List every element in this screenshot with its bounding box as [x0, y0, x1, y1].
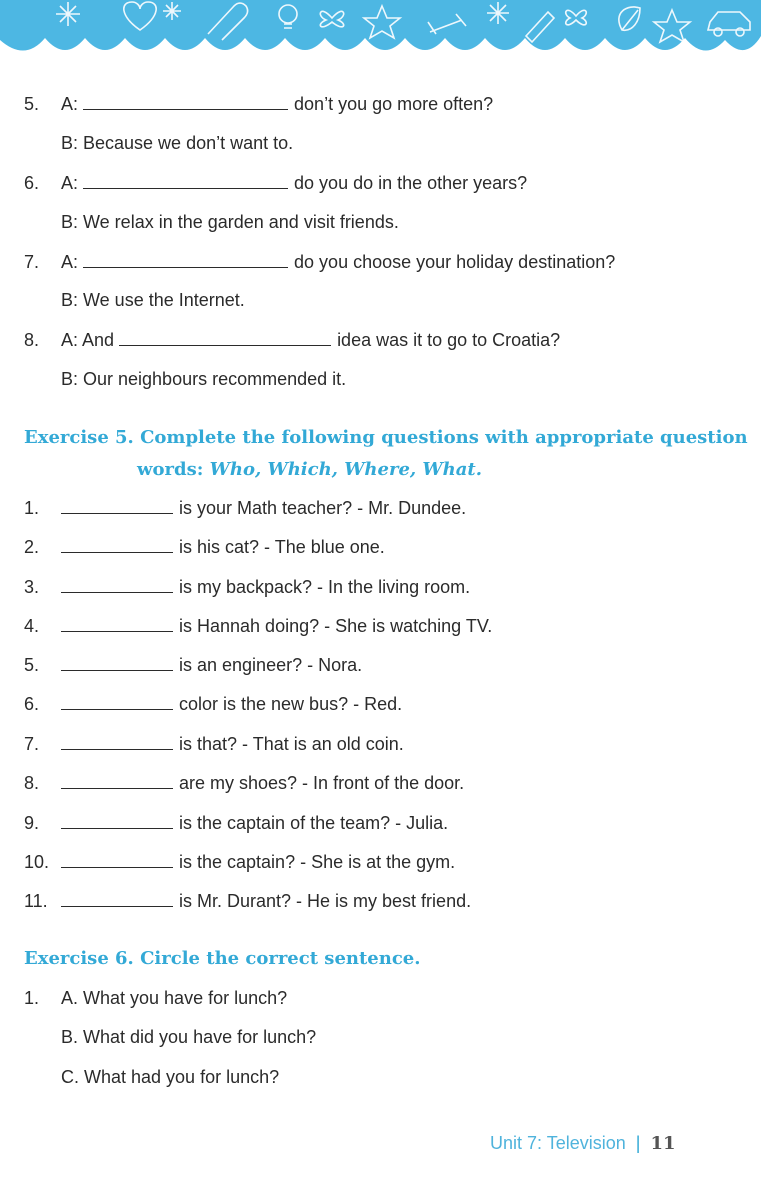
- question-text: don’t you go more often?: [294, 94, 494, 114]
- speaker-label: A:: [61, 94, 79, 114]
- question-text: do you do in the other years?: [294, 173, 528, 193]
- page-footer: [490, 1131, 676, 1156]
- question-a-line: [61, 171, 527, 195]
- page-number: 11: [650, 1133, 676, 1154]
- banner-graphic: [0, 0, 761, 62]
- speaker-label: A: And: [61, 330, 115, 350]
- question-words: Who, Which, Where, What.: [209, 459, 482, 480]
- answer-b-line: B: Because we don’t want to.: [61, 133, 294, 153]
- answer-blank[interactable]: [61, 889, 173, 907]
- answer-blank[interactable]: [61, 575, 173, 593]
- question-text: are my shoes? - In front of the door.: [179, 773, 465, 793]
- answer-blank[interactable]: [119, 328, 331, 346]
- question-line: [61, 771, 464, 795]
- question-item: [24, 171, 39, 195]
- answer-blank[interactable]: [83, 92, 288, 110]
- exercise-5-title: Exercise 5. Complete the following questions with appropriate question: [24, 427, 748, 448]
- item-number: 7.: [24, 252, 40, 272]
- question-text: is the captain of the team? - Julia.: [179, 813, 449, 833]
- question-a-line: [61, 92, 493, 116]
- item-number: 2.: [24, 537, 40, 557]
- answer-blank[interactable]: [61, 811, 173, 829]
- exercise-5-title-line2: [137, 458, 482, 482]
- answer-blank[interactable]: [83, 171, 288, 189]
- item-number: 11.: [24, 891, 48, 911]
- item-number: 6.: [24, 694, 40, 714]
- item-number: 6.: [24, 173, 40, 193]
- answer-blank[interactable]: [61, 771, 173, 789]
- question-text: is an engineer? - Nora.: [179, 655, 363, 675]
- answer-blank[interactable]: [61, 850, 173, 868]
- snowflake-icon: [487, 2, 509, 24]
- question-line: [61, 535, 385, 559]
- question-text: color is the new bus? - Red.: [179, 694, 403, 714]
- question-item: [24, 250, 39, 274]
- question-line: [61, 850, 455, 874]
- question-line: [61, 614, 492, 638]
- answer-b-line: B: We relax in the garden and visit friends.: [61, 212, 399, 232]
- item-number: 7.: [24, 734, 40, 754]
- question-text: is the captain? - She is at the gym.: [179, 852, 456, 872]
- item-number: 8.: [24, 773, 40, 793]
- question-text: is my backpack? - In the living room.: [179, 577, 471, 597]
- unit-title: Unit 7: Television: [490, 1133, 626, 1153]
- item-number: 10.: [24, 852, 50, 872]
- item-number: 8.: [24, 330, 40, 350]
- item-number: 9.: [24, 813, 40, 833]
- item-number: 1.: [24, 988, 40, 1008]
- question-text: is Hannah doing? - She is watching TV.: [179, 616, 493, 636]
- option-b[interactable]: B. What did you have for lunch?: [61, 1027, 317, 1047]
- answer-blank[interactable]: [61, 692, 173, 710]
- question-line: [61, 692, 402, 716]
- question-text: is Mr. Durant? - He is my best friend.: [179, 891, 472, 911]
- question-text: do you choose your holiday destination?: [294, 252, 616, 272]
- question-line: [61, 889, 471, 913]
- question-line: [61, 732, 404, 756]
- item-number: 3.: [24, 577, 40, 597]
- question-item: [24, 92, 39, 116]
- answer-blank[interactable]: [61, 732, 173, 750]
- answer-blank[interactable]: [61, 535, 173, 553]
- question-a-line: [61, 250, 615, 274]
- question-line: [61, 653, 362, 677]
- question-a-line: [61, 328, 560, 352]
- answer-b-line: B: We use the Internet.: [61, 290, 245, 310]
- item-number: 1.: [24, 498, 40, 518]
- question-text: is his cat? - The blue one.: [179, 537, 385, 557]
- question-line: [61, 496, 466, 520]
- answer-blank[interactable]: [61, 496, 173, 514]
- question-line: [61, 811, 448, 835]
- question-line: [61, 575, 470, 599]
- words-label: words:: [137, 459, 204, 480]
- answer-blank[interactable]: [61, 653, 173, 671]
- item-number: 4.: [24, 616, 40, 636]
- question-text: is your Math teacher? - Mr. Dundee.: [179, 498, 467, 518]
- option-c[interactable]: C. What had you for lunch?: [61, 1067, 280, 1087]
- footer-separator: |: [635, 1133, 641, 1153]
- item-number: 5.: [24, 94, 40, 114]
- speaker-label: A:: [61, 252, 79, 272]
- top-banner: [0, 0, 761, 62]
- answer-blank[interactable]: [61, 614, 173, 632]
- item-number: 5.: [24, 655, 40, 675]
- question-text: idea was it to go to Croatia?: [337, 330, 561, 350]
- question-text: is that? - That is an old coin.: [179, 734, 404, 754]
- answer-b-line: B: Our neighbours recommended it.: [61, 369, 347, 389]
- option-a[interactable]: A. What you have for lunch?: [61, 988, 288, 1008]
- exercise-6-title: Exercise 6. Circle the correct sentence.: [24, 948, 421, 969]
- speaker-label: A:: [61, 173, 79, 193]
- question-item: [24, 328, 39, 352]
- answer-blank[interactable]: [83, 250, 288, 268]
